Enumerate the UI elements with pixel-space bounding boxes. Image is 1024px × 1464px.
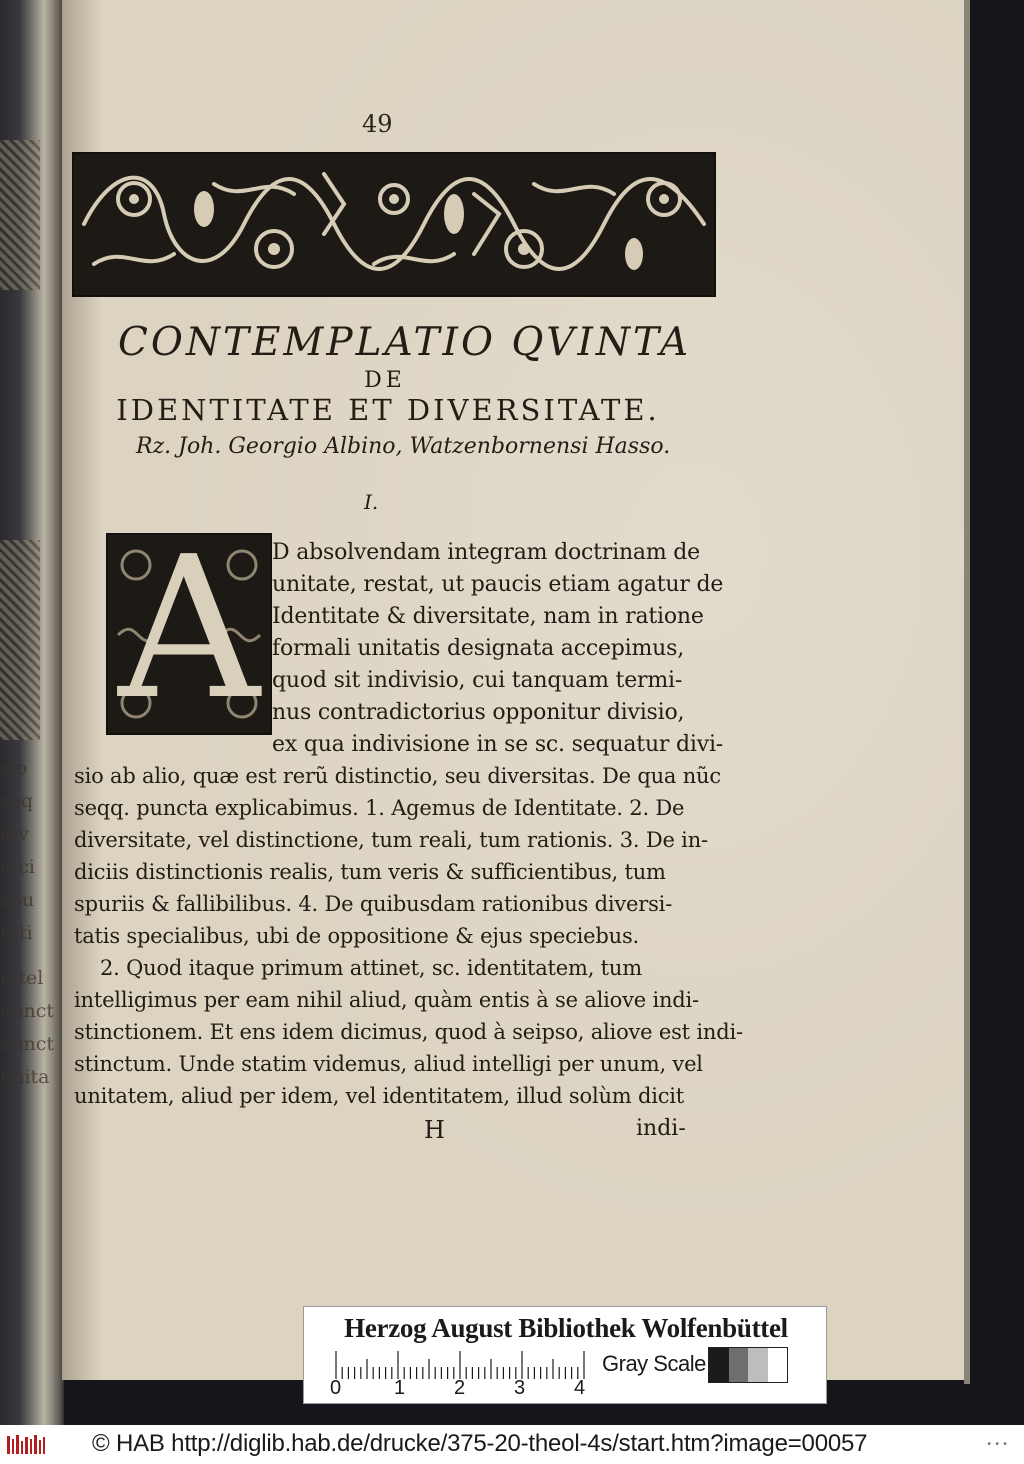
signature-mark: H [424,1116,445,1144]
scale-card [303,1306,827,1404]
gray-scale-label: Gray Scale [602,1351,706,1376]
facing-fragment: intel [0,967,44,989]
facing-page-ornament-top [0,140,40,290]
text-line: tatis specialibus, ubi de oppositione & ejus speciebus. [74,924,639,948]
page-number: 49 [362,110,393,138]
swatch-light-gray [748,1348,768,1382]
text-line: seqq. puncta explicabimus. 1. Agemus de Identitate. 2. De [74,796,685,820]
text-line: diciis distinctionis realis, tum veris & sufficientibus, tum [74,860,666,884]
respondent-line: Rz. Joh. Georgio Albino, Watzenbornensi Hasso. [136,434,671,459]
ornamental-headpiece [72,152,716,297]
text-line: diversitate, vel distinctione, tum reali, tum rationis. 3. De in- [74,828,708,852]
decorated-initial [106,515,272,743]
facing-fragment: tati [0,922,33,944]
title-de: DE [364,368,406,393]
text-line: stinctum. Unde statim videmus, aliud intelligi per unum, vel [74,1052,703,1076]
headpiece-ornament-icon [74,154,714,295]
facing-fragment: sio [0,757,28,779]
text-line: 2. Quod itaque primum attinet, sc. identitatem, tum [100,956,642,980]
swatch-black [709,1348,729,1382]
section-number: I. [364,490,379,514]
text-line: Identitate & diversitate, nam in ratione [272,604,704,629]
hab-logo-icon [6,1433,46,1457]
text-line: ex qua indivisione in se sc. sequatur divi- [272,732,724,757]
ruler-number: 0 [330,1377,342,1399]
facing-fragment: stinct [0,1000,54,1022]
contemplatio-title: CONTEMPLATIO QVINTA [118,320,692,365]
text-line: nus contradictorius opponitur divisio, [272,700,685,725]
catchword: indi- [636,1116,686,1141]
swatch-dark-gray [729,1348,749,1382]
ruler-number: 1 [394,1377,406,1399]
initial-letter: A [118,515,260,743]
facing-fragment: seq [0,790,34,812]
facing-fragment: stinct [0,1033,54,1055]
text-line: formali unitatis designata accepimus, [272,636,684,661]
ruler-number: 3 [514,1377,526,1399]
text-line: intelligimus per eam nihil aliud, quàm entis à se aliove indi- [74,988,699,1012]
ruler-number: 4 [574,1377,586,1399]
library-name: Herzog August Bibliothek Wolfenbüttel [344,1313,788,1343]
text-line: stinctionem. Et ens idem dicimus, quod à seipso, aliove est indi- [74,1020,743,1044]
identitate-title: IDENTITATE ET DIVERSITATE. [116,393,660,427]
copyright-url: © HAB http://diglib.hab.de/drucke/375-20-theol-4s/start.htm?image=00057 [92,1430,868,1457]
swatch-white [768,1348,788,1382]
footer-bar [0,1425,1024,1464]
facing-page-ornament-initial [0,540,40,740]
facing-fragment: div [0,823,29,845]
text-line: unitatem, aliud per idem, vel identitatem, illud solùm dicit [74,1084,685,1108]
page-edge [964,0,970,1384]
text-line: sio ab alio, quæ est rerũ distinctio, seu diversitas. De qua nũc [74,764,721,788]
footer-dots: ••• [986,1439,1010,1450]
facing-fragment: spu [0,889,35,911]
facing-fragment: dici [0,856,35,878]
gray-swatches [708,1347,788,1383]
ruler-icon [334,1349,590,1379]
text-line: D absolvendam integram doctrinam de [272,540,700,565]
facing-fragment: unita [0,1066,50,1088]
text-line: spuriis & fallibilibus. 4. De quibusdam rationibus diversi- [74,892,673,916]
ruler-number: 2 [454,1377,466,1399]
text-line: unitate, restat, ut paucis etiam agatur de [272,572,724,597]
text-line: quod sit indivisio, cui tanquam termi- [272,668,683,693]
